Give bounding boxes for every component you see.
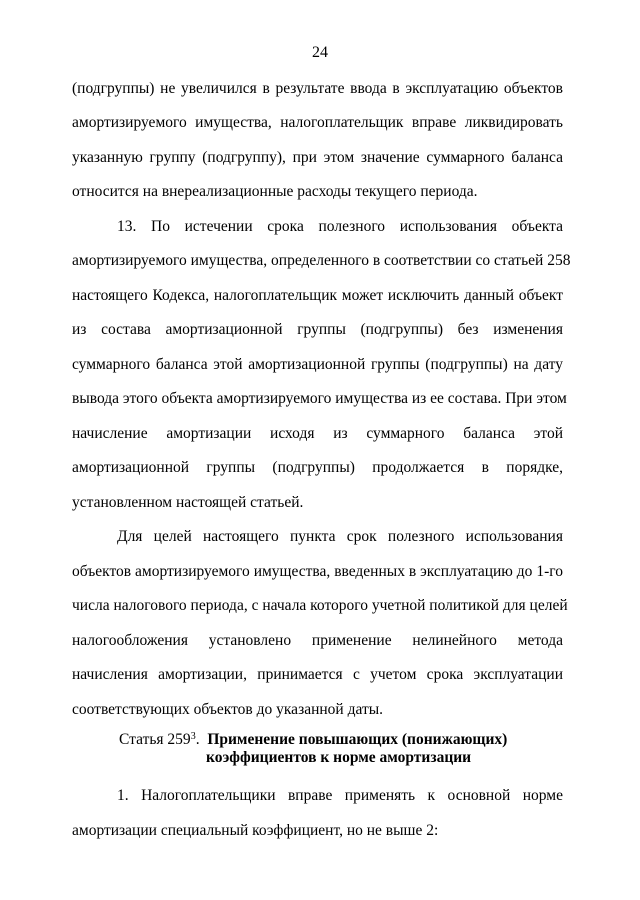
text-line: соответствующих объектов до указанной даты. (72, 701, 384, 718)
article-number: Статья 259 (119, 731, 191, 748)
article-title-line2: коэффициентов к норме амортизации (206, 749, 472, 766)
text-line: установленном настоящей статьей. (72, 494, 304, 511)
text-line: объектов амортизируемого имущества, введенных в эксплуатацию до 1-го (72, 563, 563, 580)
text-line: амортизируемого имущества, налогоплательщик вправе ликвидировать (72, 114, 563, 131)
text-line: начисление амортизации исходя из суммарного баланса этой (72, 425, 563, 442)
text-line: начисления амортизации, принимается с учетом срока эксплуатации (72, 666, 563, 683)
text-line: относится на внереализационные расходы текущего периода. (72, 183, 478, 200)
text-line: 13. По истечении срока полезного использования объекта (117, 218, 563, 235)
text-line: настоящего Кодекса, налогоплательщик может исключить данный объект (72, 287, 563, 304)
article-dot: . (195, 731, 200, 748)
text-line: указанную группу (подгруппу), при этом значение суммарного баланса (72, 149, 563, 166)
text-line: вывода этого объекта амортизируемого имущества из ее состава. При этом (72, 390, 567, 407)
text-line: амортизационной группы (подгруппы) продолжается в порядке, (72, 459, 563, 476)
article-superscript: 3 (190, 731, 196, 742)
text-line: амортизируемого имущества, определенного в соответствии со статьей 258 (72, 252, 571, 269)
text-line: суммарного баланса этой амортизационной группы (подгруппы) на дату (72, 356, 563, 373)
text-line: 1. Налогоплательщики вправе применять к основной норме (117, 787, 563, 804)
text-line: (подгруппы) не увеличился в результате ввода в эксплуатацию объектов (72, 80, 563, 97)
article-heading (119, 730, 640, 750)
text-line: Для целей настоящего пункта срок полезного использования (117, 528, 563, 545)
article-title-line1: Применение повышающих (понижающих) (207, 731, 508, 748)
page-number: 24 (312, 44, 328, 61)
text-line: амортизации специальный коэффициент, но не выше 2: (72, 822, 439, 839)
text-line: из состава амортизационной группы (подгруппы) без изменения (72, 321, 563, 338)
text-line: числа налогового периода, с начала которого учетной политикой для целей (72, 597, 568, 614)
text-line: налогообложения установлено применение нелинейного метода (72, 632, 563, 649)
